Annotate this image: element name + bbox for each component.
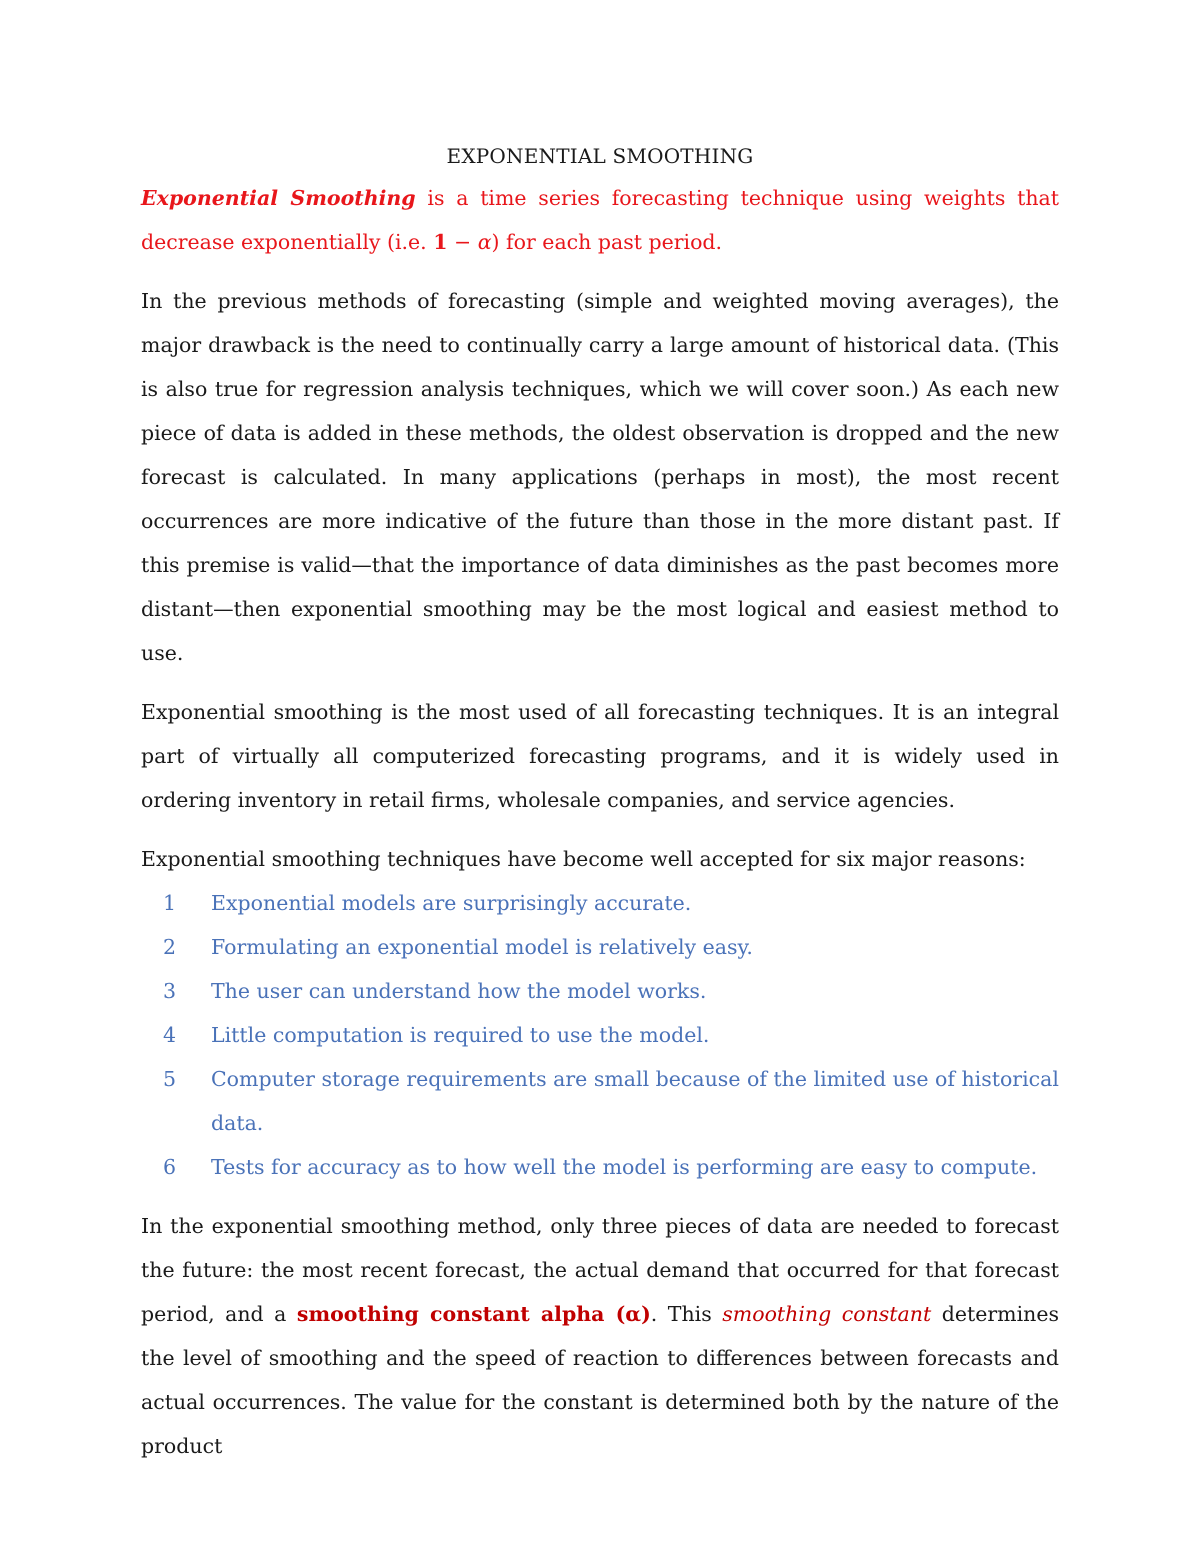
list-item-text: Formulating an exponential model is relatively easy.: [211, 935, 753, 959]
definition-paragraph: [141, 176, 1059, 264]
list-item: [141, 925, 1059, 969]
list-item-number: 6: [163, 1155, 177, 1179]
paragraph-text: . This: [650, 1302, 723, 1326]
formula-one: 1: [433, 230, 448, 254]
paragraph-text: In the exponential smoothing method, only three pieces of data are needed to forecast the future: the most recent forecast, the actual demand that occurred for that forecast period, and a: [141, 1214, 1059, 1326]
list-item-text: Little computation is required to use the model.: [211, 1023, 710, 1047]
list-item-text: The user can understand how the model works.: [211, 979, 707, 1003]
list-item-number: 3: [163, 979, 177, 1003]
list-item-text: Tests for accuracy as to how well the model is performing are easy to compute.: [211, 1155, 1038, 1179]
list-item-text: Exponential models are surprisingly accurate.: [211, 891, 692, 915]
paragraph-most-used: Exponential smoothing is the most used of all forecasting techniques. It is an integral part of virtually all computerized forecasting programs, and it is widely used in ordering inventory in retail firms, wholesale companies, and service agencies.: [141, 700, 1059, 812]
formula-minus: −: [447, 230, 478, 254]
definition-text: is a time series forecasting technique using weights that decrease exponentially (i.e.: [141, 186, 1059, 254]
document-page: [141, 138, 1059, 1468]
list-item: [141, 881, 1059, 925]
list-item: [141, 1145, 1059, 1189]
definition-text-end: ) for each past period.: [491, 230, 723, 254]
smoothing-constant-italic: smoothing constant: [722, 1302, 932, 1326]
list-item: [141, 969, 1059, 1013]
smoothing-constant-term: smoothing constant alpha (α): [296, 1302, 651, 1326]
list-item-number: 4: [163, 1023, 177, 1047]
reasons-intro: Exponential smoothing techniques have become well accepted for six major reasons:: [141, 847, 1026, 871]
paragraph-text: determines the level of smoothing and the speed of reaction to differences between forecasts and actual occurrences. The value for the constant is determined both by the nature of the product: [141, 1302, 1060, 1458]
definition-term: Exponential Smoothing: [141, 186, 416, 210]
list-item-text: Computer storage requirements are small because of the limited use of historical data.: [211, 1067, 1059, 1135]
paragraph-drawback: In the previous methods of forecasting (simple and weighted moving averages), the major drawback is the need to continually carry a large amount of historical data. (This is also true for regression analysis techniques, which we will cover soon.) As each new piece of data is added in these methods, the oldest observation is dropped and the new forecast is calculated. In many applications (perhaps in most), the most recent occurrences are more indicative of the future than those in the more distant past. If this premise is valid—that the importance of data diminishes as the past becomes more distant—then exponential smoothing may be the most logical and easiest method to use.: [141, 289, 1059, 665]
list-item-number: 2: [163, 935, 177, 959]
list-item-number: 5: [163, 1067, 177, 1091]
list-item-number: 1: [163, 891, 177, 915]
reasons-list: [141, 881, 1059, 1189]
formula-alpha: α: [477, 230, 492, 254]
list-item: [141, 1013, 1059, 1057]
paragraph-smoothing-constant: [141, 1204, 1059, 1468]
document-title: EXPONENTIAL SMOOTHING: [446, 144, 754, 168]
list-item: [141, 1057, 1059, 1145]
